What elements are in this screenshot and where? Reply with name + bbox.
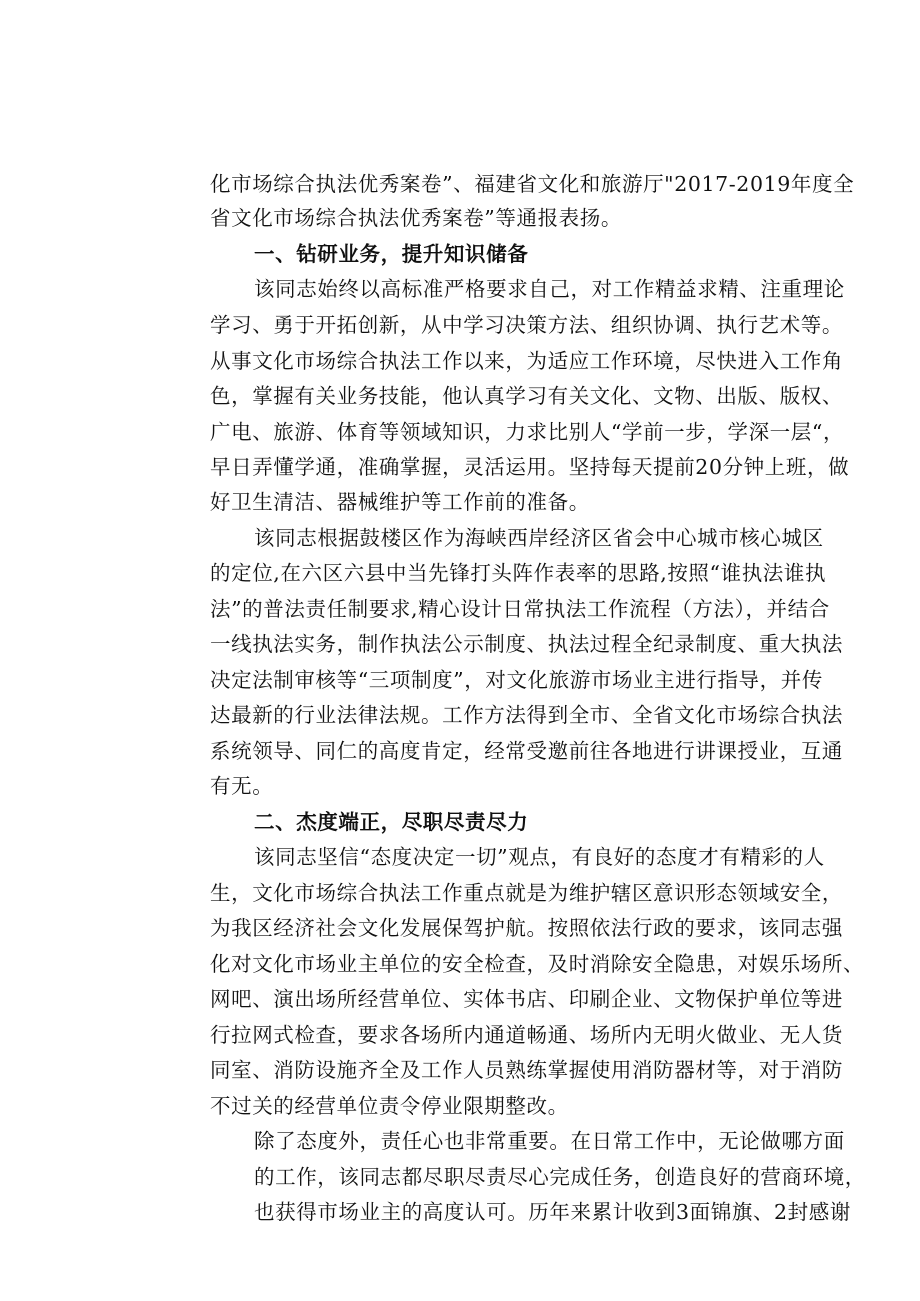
paragraph-3-line-4: 化对文化市场业主单位的安全检查，及时消除安全隐患，对娱乐场所、 bbox=[210, 952, 865, 976]
paragraph-4-line-2: 的工作，该同志都尽职尽责尽心完成任务，创造良好的营商环境， bbox=[254, 1165, 866, 1189]
paragraph-2-line-7: 系统领导、同仁的高度肯定，经常受邀前往各地进行讲课授业，互通 bbox=[210, 739, 843, 763]
intro-line-1: 化市场综合执法优秀案卷”、福建省文化和旅游厅"2017-2019年度全 bbox=[210, 172, 855, 196]
paragraph-3-line-8: 不过关的经营单位责令停业限期整改。 bbox=[210, 1094, 569, 1118]
paragraph-2-line-6: 达最新的行业法律法规。工作方法得到全市、全省文化市场综合执法 bbox=[210, 703, 843, 727]
section-heading-1: 一、钻研业务，提升知识储备 bbox=[254, 242, 529, 266]
paragraph-3-line-2: 生，文化市场综合执法工作重点就是为维护辖区意识形态领域安全， bbox=[210, 881, 843, 905]
paragraph-2-line-3: 法”的普法责任制要求,精心设计日常执法工作流程（方法），并结合 bbox=[210, 597, 830, 621]
paragraph-3-line-1: 该同志坚信“态度决定一切”观点，有良好的态度才有精彩的人 bbox=[254, 845, 825, 869]
paragraph-3-line-3: 为我区经济社会文化发展保驾护航。按照依法行政的要求，该同志强 bbox=[210, 916, 843, 940]
paragraph-3-line-6: 行拉网式检查，要求各场所内通道畅通、场所内无明火做业、无人货 bbox=[210, 1023, 843, 1047]
paragraph-1-line-4: 色，掌握有关业务技能，他认真学习有关文化、文物、出版、版权、 bbox=[210, 384, 843, 408]
paragraph-1-line-5: 广电、旅游、体育等领域知识，力求比别人“学前一步，学深一层“， bbox=[210, 420, 845, 444]
paragraph-4-line-3: 也获得市场业主的高度认可。历年来累计收到3面锦旗、2封感谢 bbox=[254, 1200, 851, 1224]
paragraph-1-line-7: 好卫生清洁、器械维护等工作前的准备。 bbox=[210, 490, 590, 514]
paragraph-3-line-7: 同室、消防设施齐全及工作人员熟练掌握使用消防器材等，对于消防 bbox=[210, 1058, 843, 1082]
paragraph-2-line-8: 有无。 bbox=[210, 774, 274, 798]
section-heading-2: 二、杰度端正，尽职尽责尽力 bbox=[254, 810, 529, 834]
paragraph-1-line-1: 该同志始终以高标准严格要求自己，对工作精益求精、注重理论 bbox=[254, 277, 845, 301]
paragraph-2-line-5: 决定法制审核等“三项制度”，对文化旅游市场业主进行指导，并传 bbox=[210, 668, 823, 692]
paragraph-1-line-2: 学习、勇于开拓创新，从中学习决策方法、组织协调、执行艺术等。 bbox=[210, 313, 843, 337]
paragraph-2-line-2: 的定位,在六区六县中当先锋打头阵作表率的思路,按照“谁执法谁执 bbox=[210, 561, 827, 585]
paragraph-1-line-3: 从事文化市场综合执法工作以来，为适应工作环境，尽快进入工作角 bbox=[210, 349, 843, 373]
paragraph-3-line-5: 网吧、演出场所经营单位、实体书店、印刷企业、文物保护单位等进 bbox=[210, 987, 843, 1011]
paragraph-2-line-4: 一线执法实务，制作执法公示制度、执法过程全纪录制度、重大执法 bbox=[210, 632, 843, 656]
intro-line-2: 省文化市场综合执法优秀案卷”等通报表扬。 bbox=[210, 206, 622, 230]
paragraph-1-line-6: 早日弄懂学通，准确掌握，灵活运用。坚持每天提前20分钟上班，做 bbox=[210, 455, 850, 479]
paragraph-4-line-1: 除了态度外，责任心也非常重要。在日常工作中，无论做哪方面 bbox=[254, 1129, 845, 1153]
paragraph-2-line-1: 该同志根据鼓楼区作为海峡西岸经济区省会中心城市核心城区 bbox=[254, 526, 824, 550]
